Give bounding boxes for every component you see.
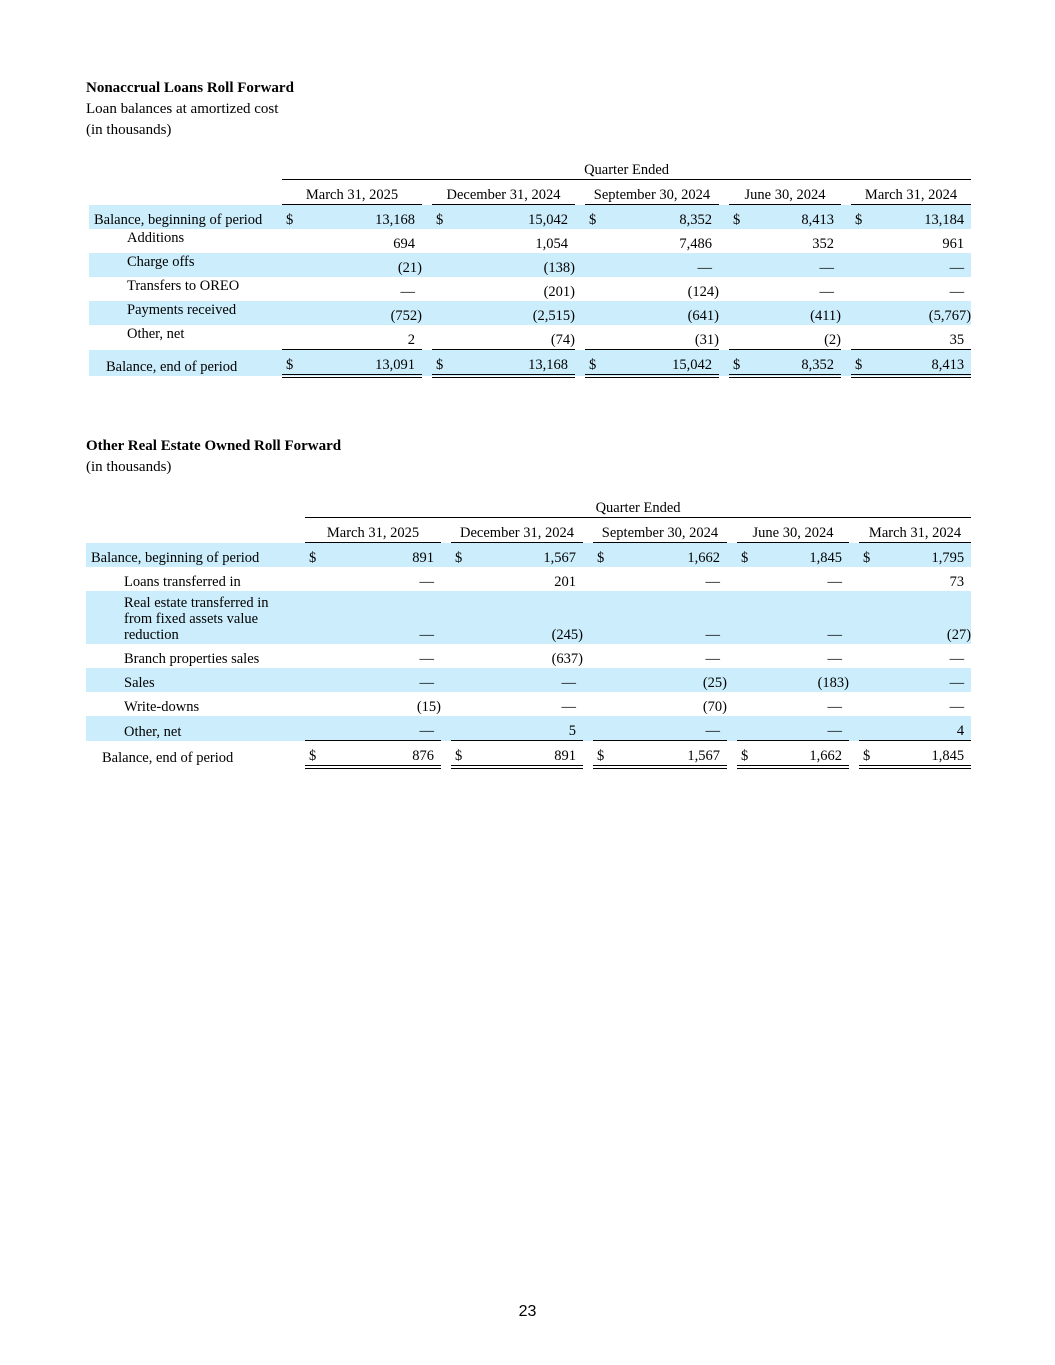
- table-row: [89, 277, 971, 301]
- cell-value: (245): [469, 591, 583, 644]
- cell-value: 876: [323, 741, 441, 768]
- cell-value: —: [827, 699, 842, 715]
- cell-value: —: [611, 591, 727, 644]
- currency-symbol: $: [282, 205, 300, 230]
- cell-value: (183): [755, 668, 849, 692]
- currency-symbol: [737, 692, 755, 716]
- currency-symbol: [859, 692, 877, 716]
- group-header: Quarter Ended: [305, 493, 971, 518]
- cell-value: 694: [393, 236, 415, 252]
- currency-symbol: [851, 301, 869, 325]
- currency-symbol: [585, 277, 603, 301]
- currency-symbol: [729, 277, 747, 301]
- nonaccrual-title: Nonaccrual Loans Roll Forward: [86, 80, 294, 96]
- oreo-units: (in thousands): [86, 459, 172, 475]
- currency-symbol: [451, 644, 469, 668]
- currency-symbol: [859, 567, 877, 591]
- currency-symbol: [451, 591, 469, 644]
- cell-value: 1,054: [535, 236, 568, 252]
- table-row: [86, 543, 971, 568]
- row-label: Payments received: [89, 301, 282, 325]
- col-header: June 30, 2024: [729, 180, 841, 205]
- cell-value: —: [755, 591, 849, 644]
- row-label: Write-downs: [124, 699, 200, 715]
- col-header: December 31, 2024: [451, 518, 583, 543]
- cell-value: (21): [300, 253, 422, 277]
- row-label: Balance, end of period: [102, 750, 234, 766]
- cell-value: —: [419, 574, 434, 590]
- table-row: [89, 350, 971, 377]
- currency-symbol: $: [451, 741, 469, 768]
- cell-value: 13,091: [300, 350, 422, 377]
- currency-symbol: [729, 325, 747, 350]
- row-label: Loans transferred in: [124, 574, 241, 590]
- cell-value: 15,042: [450, 205, 575, 230]
- cell-value: 13,168: [300, 205, 422, 230]
- currency-symbol: [282, 229, 300, 253]
- currency-symbol: [432, 277, 450, 301]
- currency-symbol: [432, 325, 450, 350]
- currency-symbol: [305, 644, 323, 668]
- cell-value: (74): [550, 332, 575, 348]
- oreo-title: Other Real Estate Owned Roll Forward: [86, 438, 342, 454]
- table-row: [89, 253, 971, 277]
- table-row: [86, 692, 971, 716]
- row-label: Other, net: [86, 716, 305, 741]
- col-header: September 30, 2024: [585, 180, 719, 205]
- row-label: Branch properties sales: [124, 651, 260, 667]
- currency-symbol: $: [451, 543, 469, 568]
- group-header: Quarter Ended: [282, 155, 971, 180]
- currency-symbol: [282, 253, 300, 277]
- currency-symbol: [432, 253, 450, 277]
- nonaccrual-table: [89, 155, 971, 378]
- cell-value: (752): [300, 301, 422, 325]
- cell-value: (15): [416, 699, 441, 715]
- cell-value: 961: [942, 236, 965, 252]
- table-row: [89, 301, 971, 325]
- currency-symbol: [851, 229, 869, 253]
- currency-symbol: $: [851, 350, 869, 377]
- currency-symbol: [451, 567, 469, 591]
- cell-value: 1,567: [611, 741, 727, 768]
- currency-symbol: $: [859, 741, 877, 768]
- currency-symbol: [451, 668, 469, 692]
- cell-value: —: [755, 716, 849, 741]
- currency-symbol: [851, 325, 869, 350]
- row-label: Charge offs: [89, 253, 282, 277]
- currency-symbol: [737, 591, 755, 644]
- cell-value: —: [949, 699, 965, 715]
- currency-symbol: [282, 325, 300, 350]
- currency-symbol: [585, 253, 603, 277]
- cell-value: —: [827, 651, 842, 667]
- row-label: Sales: [86, 668, 305, 692]
- cell-value: (201): [543, 284, 575, 300]
- cell-value: —: [819, 284, 834, 300]
- currency-symbol: [593, 668, 611, 692]
- currency-symbol: [282, 301, 300, 325]
- cell-value: 1,845: [877, 741, 971, 768]
- nonaccrual-subtitle: Loan balances at amortized cost: [86, 101, 279, 117]
- cell-value: —: [949, 651, 965, 667]
- col-header: December 31, 2024: [432, 180, 575, 205]
- currency-symbol: [305, 692, 323, 716]
- currency-symbol: [593, 644, 611, 668]
- currency-symbol: $: [729, 205, 747, 230]
- currency-symbol: $: [851, 205, 869, 230]
- row-label: Balance, beginning of period: [89, 205, 282, 230]
- table-row: [86, 567, 971, 591]
- currency-symbol: [305, 591, 323, 644]
- currency-symbol: [585, 301, 603, 325]
- cell-value: (27): [877, 591, 971, 644]
- currency-symbol: [859, 644, 877, 668]
- cell-value: 35: [949, 332, 965, 348]
- currency-symbol: [451, 692, 469, 716]
- currency-symbol: $: [737, 543, 755, 568]
- currency-symbol: [851, 277, 869, 301]
- currency-symbol: [585, 229, 603, 253]
- cell-value: 15,042: [603, 350, 719, 377]
- table-row: [86, 591, 971, 644]
- cell-value: —: [949, 284, 965, 300]
- cell-value: 1,662: [755, 741, 849, 768]
- cell-value: —: [611, 716, 727, 741]
- row-label: Additions: [127, 230, 185, 246]
- currency-symbol: [305, 716, 323, 741]
- row-label: Other, net: [127, 326, 185, 342]
- cell-value: (31): [694, 332, 719, 348]
- currency-symbol: $: [859, 543, 877, 568]
- table-row: [89, 229, 971, 253]
- oreo-table: [86, 493, 971, 769]
- currency-symbol: [593, 591, 611, 644]
- row-label: Real estate transferred in from fixed assets value reduction: [86, 591, 305, 644]
- currency-symbol: [859, 716, 877, 741]
- cell-value: 8,413: [869, 350, 971, 377]
- cell-value: 13,184: [869, 205, 971, 230]
- cell-value: 891: [469, 741, 583, 768]
- currency-symbol: [737, 567, 755, 591]
- cell-value: 1,845: [755, 543, 849, 568]
- cell-value: —: [705, 574, 720, 590]
- table-row: [89, 205, 971, 230]
- cell-value: —: [419, 651, 434, 667]
- currency-symbol: $: [432, 205, 450, 230]
- currency-symbol: $: [593, 741, 611, 768]
- col-header: March 31, 2024: [851, 180, 971, 205]
- currency-symbol: $: [305, 741, 323, 768]
- cell-value: 8,413: [747, 205, 841, 230]
- cell-value: —: [400, 284, 415, 300]
- cell-value: 1,662: [611, 543, 727, 568]
- cell-value: 73: [949, 574, 965, 590]
- currency-symbol: $: [282, 350, 300, 377]
- table-row: [86, 741, 971, 768]
- cell-value: 352: [812, 236, 834, 252]
- table-row: [86, 668, 971, 692]
- cell-value: (411): [747, 301, 841, 325]
- cell-value: 2: [407, 332, 415, 348]
- row-label: Balance, beginning of period: [86, 543, 305, 568]
- currency-symbol: [737, 668, 755, 692]
- currency-symbol: [729, 253, 747, 277]
- col-header: March 31, 2025: [282, 180, 422, 205]
- page-number: 23: [518, 1303, 537, 1320]
- currency-symbol: [737, 644, 755, 668]
- cell-value: (641): [603, 301, 719, 325]
- cell-value: —: [705, 651, 720, 667]
- cell-value: (25): [611, 668, 727, 692]
- cell-value: —: [827, 574, 842, 590]
- cell-value: —: [603, 253, 719, 277]
- cell-value: —: [323, 668, 441, 692]
- currency-symbol: [859, 668, 877, 692]
- currency-symbol: [737, 716, 755, 741]
- currency-symbol: [851, 253, 869, 277]
- currency-symbol: [432, 301, 450, 325]
- cell-value: 891: [323, 543, 441, 568]
- cell-value: (5,767): [869, 301, 971, 325]
- col-header: March 31, 2025: [305, 518, 441, 543]
- currency-symbol: $: [737, 741, 755, 768]
- cell-value: 13,168: [450, 350, 575, 377]
- row-label: Balance, end of period: [89, 350, 282, 377]
- col-header: June 30, 2024: [737, 518, 849, 543]
- currency-symbol: $: [305, 543, 323, 568]
- currency-symbol: $: [432, 350, 450, 377]
- cell-value: —: [877, 668, 971, 692]
- cell-value: —: [869, 253, 971, 277]
- currency-symbol: [451, 716, 469, 741]
- cell-value: (138): [450, 253, 575, 277]
- currency-symbol: $: [729, 350, 747, 377]
- table-row: [86, 716, 971, 741]
- currency-symbol: $: [593, 543, 611, 568]
- cell-value: 1,795: [877, 543, 971, 568]
- cell-value: 8,352: [603, 205, 719, 230]
- cell-value: (637): [551, 651, 583, 667]
- cell-value: 8,352: [747, 350, 841, 377]
- currency-symbol: [729, 301, 747, 325]
- cell-value: 1,567: [469, 543, 583, 568]
- currency-symbol: [305, 668, 323, 692]
- currency-symbol: [859, 591, 877, 644]
- currency-symbol: [593, 692, 611, 716]
- currency-symbol: [593, 716, 611, 741]
- cell-value: (124): [687, 284, 719, 300]
- cell-value: —: [747, 253, 841, 277]
- cell-value: —: [469, 668, 583, 692]
- currency-symbol: $: [585, 350, 603, 377]
- cell-value: —: [323, 716, 441, 741]
- currency-symbol: [305, 567, 323, 591]
- currency-symbol: [593, 567, 611, 591]
- cell-value: (2): [824, 332, 841, 348]
- currency-symbol: [585, 325, 603, 350]
- currency-symbol: [729, 229, 747, 253]
- cell-value: 7,486: [679, 236, 712, 252]
- cell-value: 201: [554, 574, 576, 590]
- cell-value: (70): [702, 699, 727, 715]
- nonaccrual-units: (in thousands): [86, 122, 172, 138]
- row-label: Transfers to OREO: [127, 278, 240, 294]
- cell-value: 5: [469, 716, 583, 741]
- col-header: September 30, 2024: [593, 518, 727, 543]
- currency-symbol: [282, 277, 300, 301]
- col-header: March 31, 2024: [859, 518, 971, 543]
- cell-value: 4: [877, 716, 971, 741]
- table-row: [89, 325, 971, 350]
- currency-symbol: [432, 229, 450, 253]
- currency-symbol: $: [585, 205, 603, 230]
- cell-value: (2,515): [450, 301, 575, 325]
- cell-value: —: [323, 591, 441, 644]
- cell-value: —: [561, 699, 576, 715]
- table-row: [86, 644, 971, 668]
